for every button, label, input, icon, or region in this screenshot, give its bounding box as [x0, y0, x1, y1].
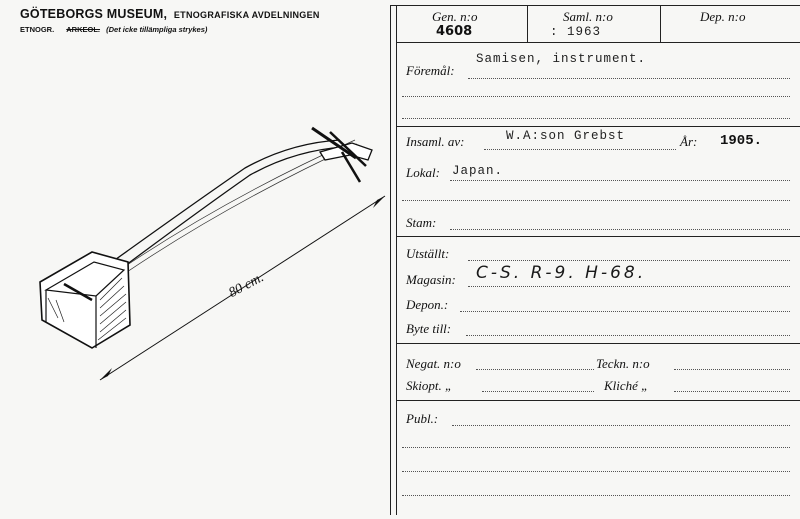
insaml-value: W.A:son Grebst	[506, 129, 626, 143]
gen-no-value: 4608	[436, 24, 473, 39]
utstallt-label: Utställt:	[406, 246, 450, 261]
shamisen-illustration	[0, 0, 390, 519]
lokal-line	[450, 180, 790, 181]
negat-label: Negat. n:o	[406, 356, 461, 371]
dep-no-label: Dep. n:o	[700, 9, 746, 24]
museum-name: GÖTEBORGS MUSEUM,	[20, 7, 168, 21]
foremal-line	[468, 78, 790, 79]
card-top-border	[390, 5, 800, 6]
kliche-label: Kliché „	[604, 378, 649, 393]
depon-label: Depon.:	[406, 297, 449, 312]
grid-bottom-line	[396, 42, 800, 43]
publ-line-4	[402, 495, 790, 496]
section-divider-4	[396, 400, 800, 401]
ar-label: År:	[680, 134, 698, 149]
byte-label: Byte till:	[406, 321, 452, 336]
skiopt-line	[482, 391, 594, 392]
skiopt-label: Skiopt. „	[406, 378, 453, 393]
kliche-line	[674, 391, 790, 392]
saml-no-label: Saml. n:o	[563, 9, 613, 24]
grid-divider-2	[660, 5, 661, 43]
lokal-line-2	[402, 200, 790, 201]
section-divider-1	[396, 126, 800, 127]
insaml-line	[484, 149, 676, 150]
section-divider-2	[396, 236, 800, 237]
lokal-label: Lokal:	[406, 165, 440, 180]
length-annotation: 80 cm.	[226, 270, 267, 301]
publ-label: Publ.:	[406, 411, 439, 426]
ar-value: 1905.	[720, 133, 763, 149]
depon-line	[460, 311, 790, 312]
section-divider-3	[396, 343, 800, 344]
lokal-value: Japan.	[452, 164, 504, 178]
card-left-border-inner	[396, 5, 397, 515]
foremal-line-3	[402, 118, 790, 119]
teckn-label: Teckn. n:o	[596, 356, 650, 371]
saml-no-value: : 1963	[550, 25, 602, 39]
magasin-line	[468, 286, 790, 287]
grid-divider-1	[527, 5, 528, 43]
gen-no-label: Gen. n:o	[432, 9, 478, 24]
foremal-value: Samisen, instrument.	[476, 52, 647, 66]
insaml-label: Insaml. av:	[406, 134, 465, 149]
strike-note: (Det icke tillämpliga strykes)	[106, 25, 208, 34]
teckn-line	[674, 369, 790, 370]
negat-line	[476, 369, 594, 370]
category-etnogr: ETNOGR.	[20, 25, 55, 34]
foremal-line-2	[402, 96, 790, 97]
publ-line-3	[402, 471, 790, 472]
magasin-label: Magasin:	[406, 272, 456, 287]
department-name: ETNOGRAFISKA AVDELNINGEN	[173, 10, 320, 20]
publ-line	[452, 425, 790, 426]
foremal-label: Föremål:	[406, 63, 455, 78]
byte-line	[466, 335, 790, 336]
stam-label: Stam:	[406, 215, 437, 230]
card-left-border	[390, 5, 391, 515]
category-arkeol: ARKEOL.	[66, 25, 101, 34]
magasin-value: C-S. R-9. H-68.	[476, 263, 647, 283]
publ-line-2	[402, 447, 790, 448]
utstallt-line	[468, 260, 790, 261]
stam-line	[450, 229, 790, 230]
